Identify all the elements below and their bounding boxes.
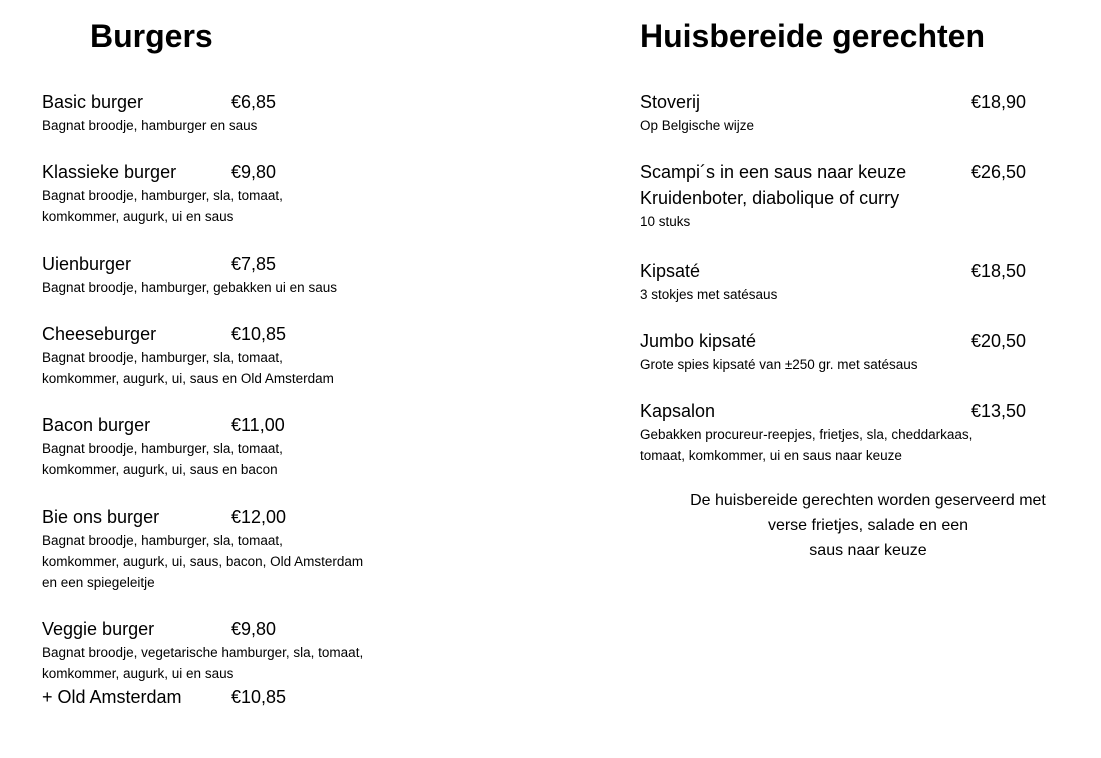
item-price: €13,50 (971, 401, 1027, 421)
item-name: Veggie burger (42, 619, 155, 639)
item-name: Cheeseburger (42, 324, 157, 344)
item-name: Klassieke burger (42, 162, 177, 182)
menu-item-veggie-burger (42, 616, 363, 710)
menu-item-stoverij (640, 89, 1027, 136)
menu-item-bacon-burger (42, 412, 283, 480)
item-name: Bie ons burger (42, 507, 160, 527)
item-price: €26,50 (971, 162, 1027, 182)
item-description: en een spiegeleitje (42, 575, 155, 590)
item-price: €20,50 (971, 331, 1027, 351)
item-description: tomaat, komkommer, ui en saus naar keuze (640, 448, 902, 463)
item-description: komkommer, augurk, ui en saus (42, 209, 234, 224)
item-description: Bagnat broodje, hamburger, gebakken ui en saus (42, 280, 337, 295)
item-name: Scampi´s in een saus naar keuze (640, 162, 907, 182)
item-description: komkommer, augurk, ui, saus en bacon (42, 462, 278, 477)
item-description: 3 stokjes met satésaus (640, 287, 778, 302)
menu-item-basic-burger (42, 89, 277, 136)
item-name: Bacon burger (42, 415, 151, 435)
item-price: €10,85 (231, 324, 287, 344)
item-name: Kapsalon (640, 401, 716, 421)
menu-item-kipsate (640, 258, 1027, 305)
item-description: 10 stuks (640, 214, 691, 229)
menu-item-jumbo-kipsate (640, 328, 1027, 375)
item-name: Basic burger (42, 92, 144, 112)
item-name: + Old Amsterdam (42, 687, 182, 707)
item-name: Stoverij (640, 92, 701, 112)
item-description: Bagnat broodje, hamburger, sla, tomaat, (42, 533, 283, 548)
item-subline: Kruidenboter, diabolique of curry (640, 188, 900, 208)
item-name: Jumbo kipsaté (640, 331, 757, 351)
item-description: Bagnat broodje, vegetarische hamburger, sla, tomaat, (42, 645, 364, 660)
item-description: komkommer, augurk, ui, saus en Old Amsterdam (42, 371, 334, 386)
item-name: Uienburger (42, 254, 132, 274)
item-price: €9,80 (231, 162, 277, 182)
item-description: Bagnat broodje, hamburger, sla, tomaat, (42, 350, 283, 365)
item-price: €12,00 (231, 507, 287, 527)
item-price: €9,80 (231, 619, 277, 639)
item-price: €18,90 (971, 92, 1027, 112)
menu-item-bie-ons-burger (42, 504, 363, 593)
item-price: €18,50 (971, 261, 1027, 281)
serving-note-line: De huisbereide gerechten worden geserveerd met (690, 492, 1046, 509)
serving-note-line: saus naar keuze (809, 542, 927, 559)
item-description: Grote spies kipsaté van ±250 gr. met satésaus (640, 357, 918, 372)
item-price: €6,85 (231, 92, 277, 112)
item-description: Bagnat broodje, hamburger, sla, tomaat, (42, 188, 283, 203)
item-description: komkommer, augurk, ui, saus, bacon, Old Amsterdam (42, 554, 364, 569)
item-price: €11,00 (231, 415, 285, 435)
item-description: Op Belgische wijze (640, 118, 755, 133)
burgers-title: Burgers (90, 18, 213, 54)
item-description: Bagnat broodje, hamburger en saus (42, 118, 258, 133)
menu-item-uienburger (42, 251, 337, 298)
item-price: €10,85 (231, 687, 287, 707)
menu-item-extra-old-amsterdam (42, 684, 363, 710)
menu-item-kapsalon (640, 398, 1027, 466)
serving-note-line: verse frietjes, salade en een (767, 517, 969, 534)
item-description: Gebakken procureur-reepjes, frietjes, sla, cheddarkaas, (640, 427, 973, 442)
menu-item-scampis (640, 159, 1027, 232)
item-description: Bagnat broodje, hamburger, sla, tomaat, (42, 441, 283, 456)
item-description: komkommer, augurk, ui en saus (42, 666, 234, 681)
menu-item-cheeseburger (42, 321, 334, 389)
huisbereide-title: Huisbereide gerechten (640, 18, 985, 54)
item-price: €7,85 (231, 254, 277, 274)
menu-item-klassieke-burger (42, 159, 283, 227)
item-name: Kipsaté (640, 261, 701, 281)
serving-note (668, 488, 1068, 563)
